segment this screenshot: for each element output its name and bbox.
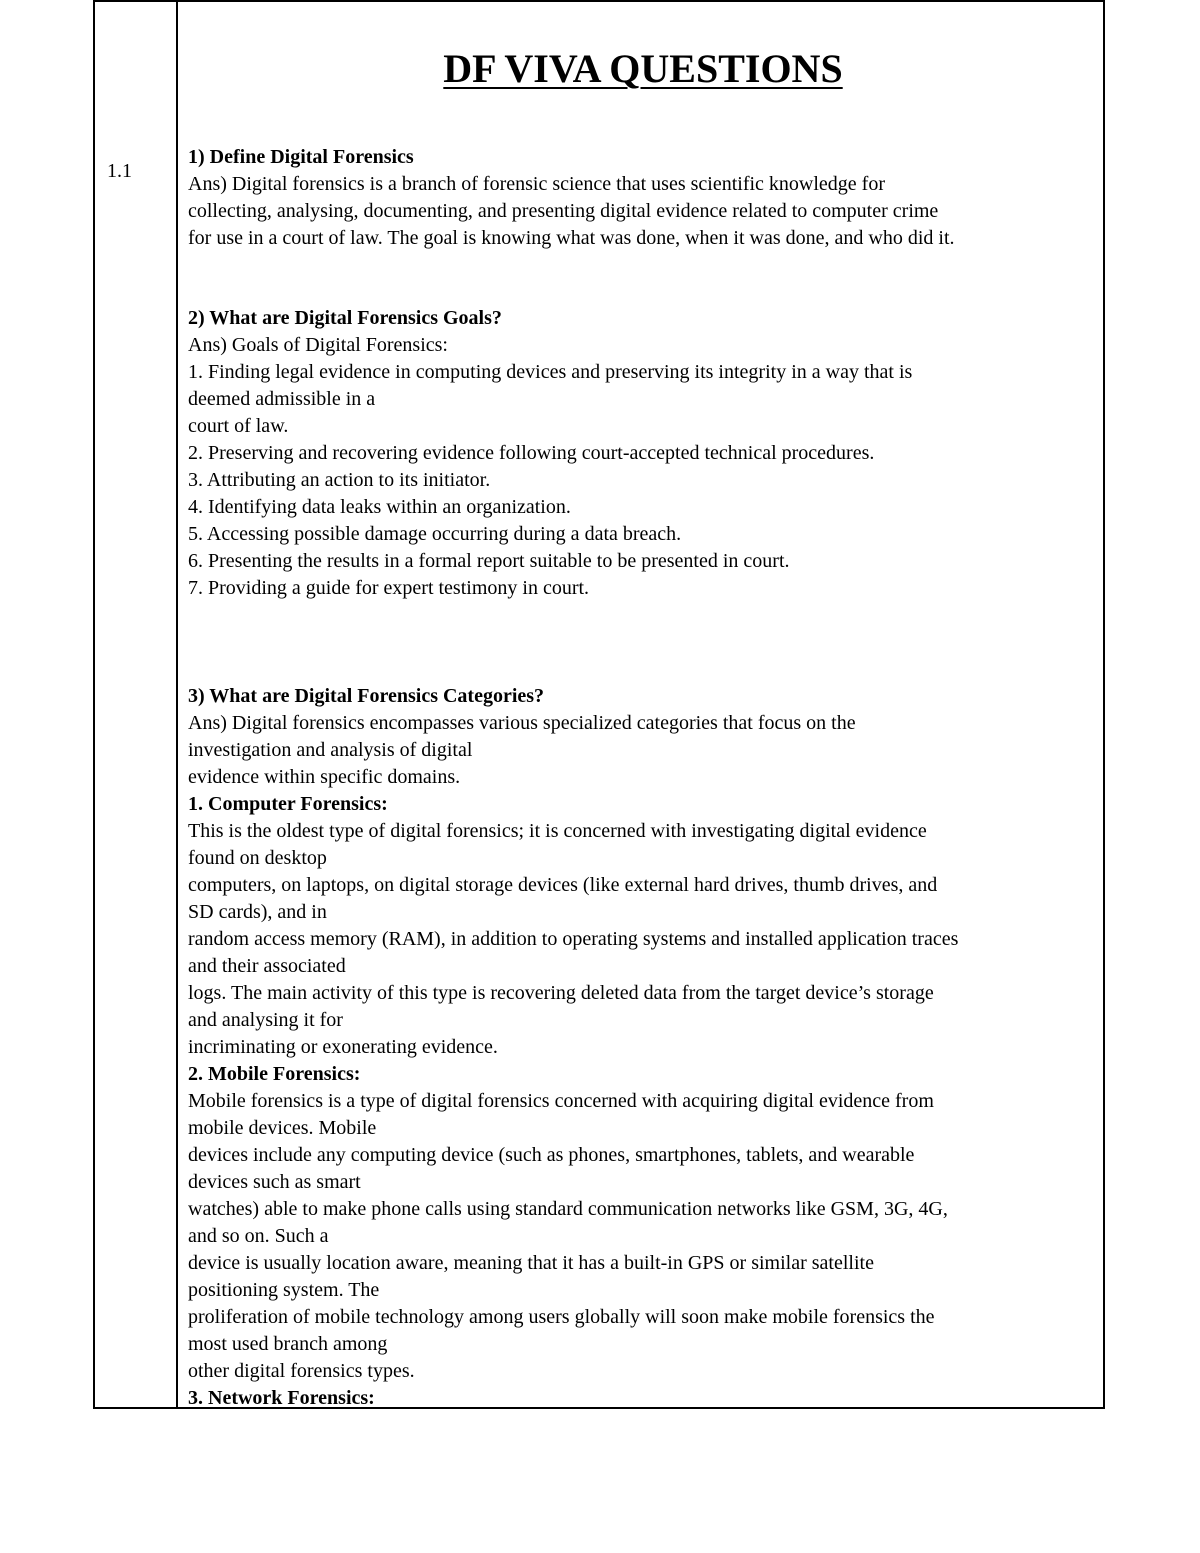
answer-2-line-5: 2. Preserving and recovering evidence following court-accepted technical procedures. <box>188 442 875 464</box>
computer-forensics-line-9: incriminating or exonerating evidence. <box>188 1036 498 1058</box>
computer-forensics-line-2: found on desktop <box>188 847 327 869</box>
answer-2-line-3: deemed admissible in a <box>188 388 376 410</box>
mobile-forensics-line-1: Mobile forensics is a type of digital forensics concerned with acquiring digital evidence from <box>188 1090 934 1112</box>
mobile-forensics-line-3: devices include any computing device (such as phones, smartphones, tablets, and wearable <box>188 1144 915 1166</box>
section-digital-forensics-categories <box>188 683 1098 1412</box>
row-number: 1.1 <box>107 160 132 182</box>
document-title: DF VIVA QUESTIONS <box>443 46 843 91</box>
computer-forensics-line-7: logs. The main activity of this type is recovering deleted data from the target device’s storage <box>188 982 934 1004</box>
subheading-network-forensics: 3. Network Forensics: <box>188 1387 375 1409</box>
answer-3-line-3: evidence within specific domains. <box>188 766 461 788</box>
answer-2-line-10: 7. Providing a guide for expert testimony in court. <box>188 577 590 599</box>
computer-forensics-line-4: SD cards), and in <box>188 901 327 923</box>
mobile-forensics-line-6: and so on. Such a <box>188 1225 329 1247</box>
answer-1-line-1: Ans) Digital forensics is a branch of forensic science that uses scientific knowledge for <box>188 173 885 195</box>
question-3: 3) What are Digital Forensics Categories? <box>188 685 545 707</box>
mobile-forensics-line-8: positioning system. The <box>188 1279 380 1301</box>
mobile-forensics-line-11: other digital forensics types. <box>188 1360 415 1382</box>
computer-forensics-line-1: This is the oldest type of digital forensics; it is concerned with investigating digital evidence <box>188 820 927 842</box>
question-2: 2) What are Digital Forensics Goals? <box>188 307 502 329</box>
section-define-digital-forensics <box>188 144 1098 252</box>
answer-2-line-6: 3. Attributing an action to its initiator. <box>188 469 491 491</box>
subheading-computer-forensics: 1. Computer Forensics: <box>188 793 388 815</box>
section-spacer <box>188 602 1098 683</box>
answer-2-line-1: Ans) Goals of Digital Forensics: <box>188 334 448 356</box>
document-content <box>188 42 1098 1412</box>
question-1: 1) Define Digital Forensics <box>188 146 414 168</box>
column-divider <box>176 2 178 1407</box>
computer-forensics-line-8: and analysing it for <box>188 1009 343 1031</box>
answer-2-line-2: 1. Finding legal evidence in computing devices and preserving its integrity in a way that is <box>188 361 913 383</box>
answer-2-line-9: 6. Presenting the results in a formal report suitable to be presented in court. <box>188 550 790 572</box>
document-frame <box>93 0 1105 1409</box>
computer-forensics-line-5: random access memory (RAM), in addition to operating systems and installed application traces <box>188 928 959 950</box>
section-digital-forensics-goals <box>188 305 1098 602</box>
answer-2-line-8: 5. Accessing possible damage occurring during a data breach. <box>188 523 682 545</box>
answer-2-line-4: court of law. <box>188 415 289 437</box>
answer-1-line-3: for use in a court of law. The goal is knowing what was done, when it was done, and who did it. <box>188 227 955 249</box>
mobile-forensics-line-5: watches) able to make phone calls using standard communication networks like GSM, 3G, 4G, <box>188 1198 948 1220</box>
mobile-forensics-line-10: most used branch among <box>188 1333 388 1355</box>
mobile-forensics-line-9: proliferation of mobile technology among users globally will soon make mobile forensics the <box>188 1306 935 1328</box>
mobile-forensics-line-7: device is usually location aware, meaning that it has a built-in GPS or similar satellite <box>188 1252 874 1274</box>
answer-3-line-2: investigation and analysis of digital <box>188 739 473 761</box>
mobile-forensics-line-4: devices such as smart <box>188 1171 361 1193</box>
answer-3-line-1: Ans) Digital forensics encompasses various specialized categories that focus on the <box>188 712 856 734</box>
mobile-forensics-line-2: mobile devices. Mobile <box>188 1117 377 1139</box>
computer-forensics-line-3: computers, on laptops, on digital storage devices (like external hard drives, thumb drives, and <box>188 874 938 896</box>
answer-2-line-7: 4. Identifying data leaks within an organization. <box>188 496 571 518</box>
subheading-mobile-forensics: 2. Mobile Forensics: <box>188 1063 361 1085</box>
section-spacer <box>188 252 1098 305</box>
computer-forensics-line-6: and their associated <box>188 955 346 977</box>
answer-1-line-2: collecting, analysing, documenting, and presenting digital evidence related to computer crime <box>188 200 939 222</box>
